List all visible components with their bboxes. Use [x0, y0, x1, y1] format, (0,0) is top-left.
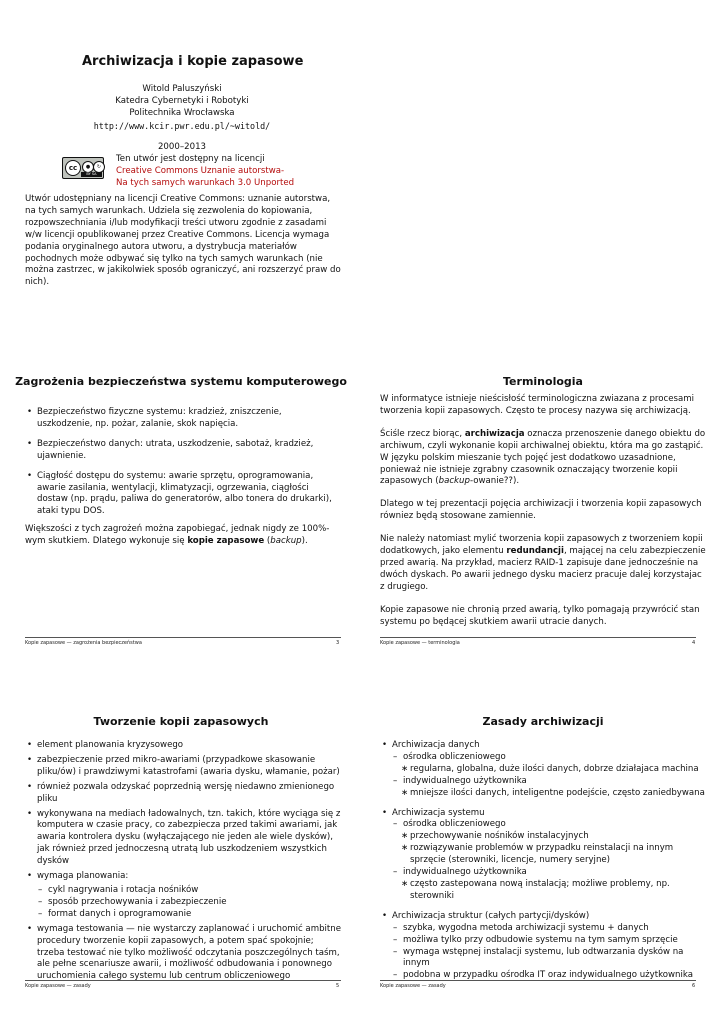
sub-list-item: – indywidualnego użytkownika [380, 776, 706, 788]
threats-list [25, 407, 335, 518]
paragraph: Dlatego w tej prezentacji pojęcia archiwizacji i tworzenia kopii zapasowych równiez będą stosowane zamiennie. [380, 499, 702, 522]
list-item: • Bezpieczeństwo danych: utrata, uszkodzenie, sabotaż, kradzież, ujawnienie. [25, 439, 335, 463]
footer-text: Kopie zapasowe — zagrożenia bezpieczeństwa [25, 640, 142, 646]
sub-list-item: – możliwa tylko przy odbudowie systemu na tym samym sprzęcie [380, 935, 706, 947]
conclusion-paragraph: Większości z tych zagrożeń można zapobiegać, jednak nigdy ze 100%-wym skutkiem. Dlatego wykonuje się kopie zapasowe (backup). [25, 524, 330, 546]
backup-list [25, 740, 341, 983]
paragraph: Nie należy natomiast mylić tworzenia kopii zapasowych z tworzeniem kopii dodatkowych, jako elementu redundancji, mającej na celu zabezpieczenie przed awarią. Na przykład, macierz RAID-1 zapisuje dane jednocześnie na dwóch dyskach. Po awarii jednego dysku macierz pracuje dalej korzystajac z drugiego. [380, 534, 706, 592]
page-number: 6 [692, 983, 696, 989]
sub-sub-list-item: ∗ regularna, globalna, duże ilości danych, dobrze działajaca machina [380, 764, 706, 776]
sub-list-item: – szybka, wygodna metoda archiwizacji systemu + danych [380, 923, 706, 935]
license-link-line-3[interactable]: Na tych samych warunkach 3.0 Unported [116, 178, 295, 188]
cc-icon: cc [65, 160, 81, 176]
footer-text: Kopie zapasowe — zasady [25, 983, 91, 989]
author-url[interactable]: http://www.kcir.pwr.edu.pl/~witold/ [93, 121, 271, 131]
footer-rule [380, 637, 696, 638]
footer-rule [380, 980, 696, 981]
slide-4 [362, 341, 724, 682]
paragraph: Kopie zapasowe nie chronią przed awarią, tylko pomagają przywrócić stan systemu po będącej skutkiem awarii utracie danych. [380, 604, 700, 627]
slide-3 [0, 341, 362, 682]
author: Witold Paluszyński [142, 84, 222, 94]
list-item: • Archiwizacja struktur (całych partycji/dysków) [380, 911, 706, 923]
list-item: • element planowania kryzysowego [25, 740, 341, 752]
slide-title: Zagrożenia bezpieczeństwa systemu komputerowego [15, 375, 347, 388]
document-title: Archiwizacja i kopie zapasowe [82, 54, 304, 69]
share-alike-icon: ↻ [93, 161, 105, 173]
title-slide [0, 0, 362, 341]
term-kopie-zapasowe: kopie zapasowe [187, 535, 265, 546]
list-item: • Bezpieczeństwo fizyczne systemu: kradzież, zniszczenie, uszkodzenie, np. pożar, zalanie, skok napięcia. [25, 407, 335, 431]
slide-title: Tworzenie kopii zapasowych [93, 715, 269, 728]
university: Politechnika Wrocławska [129, 108, 235, 118]
list-item: • Archiwizacja systemu [380, 808, 706, 820]
list-item: • wymaga testowania — nie wystarczy zaplanować i uruchomić ambitne procedury tworzenie kopii zapasowych, a potem spać spokojnie; trzeba testować nie tylko możliwość odczytania poszczególnych taśm, ale pełne scenariusze awarii, i możliwość odbudowania i ponownego uruchomienia całego systemu lub centrum obliczeniowego [25, 924, 341, 984]
footer-text: Kopie zapasowe — terminologia [380, 640, 460, 646]
archiving-rules-list [380, 740, 706, 982]
license-description: Utwór udostępniany na licencji Creative Commons: uznanie autorstwa, na tych samych warunkach. Udziela się zezwolenia do kopiowania, rozpowszechniania i/lub modyfikacji treści utworu zgodnie z zasadami w/w licencji opublikowanej przez Creative Commons. Licencja wymaga podania oryginalnego autora utworu, a dystrybucja materiałów pochodnych może odbywać się tylko na tych samych warunkach (nie można zastrzec, w jakikolwiek sposób ograniczyć, ani rozszerzyć praw do nich). [25, 194, 341, 288]
terminology-body [380, 394, 706, 629]
page-number: 4 [692, 640, 696, 646]
term-archiwizacja: archiwizacja [464, 428, 525, 439]
by-person-icon: ● [82, 161, 94, 173]
footer-text: Kopie zapasowe — zasady [380, 983, 446, 989]
list-item: • Archiwizacja danych [380, 740, 706, 752]
department: Katedra Cybernetyki i Robotyki [115, 96, 249, 106]
sub-list-item: – podobna w przypadku ośrodka IT oraz indywidualnego użytkownika [380, 970, 706, 982]
sub-list-item: – sposób przechowywania i zabezpieczenie [25, 897, 341, 909]
list-item: • zabezpieczenie przed mikro-awariami (przypadkowe skasowanie pliku/ów) i prawdziwymi katastrofami (awaria dysku, włamanie, pożar) [25, 755, 341, 779]
sub-sub-list-item: ∗ przechowywanie nośników instalacyjnych [380, 831, 706, 843]
page-number: 3 [336, 640, 340, 646]
license-line-1: Ten utwór jest dostępny na licencji [116, 154, 265, 164]
sub-list-item: – wymaga wstępnej instalacji systemu, lub odtwarzania dysków na innym [380, 947, 706, 971]
slide-5 [0, 683, 362, 1024]
sub-list-item: – ośrodka obliczeniowego [380, 752, 706, 764]
paragraph: W informatyce istnieje nieścisłość terminologiczna zwiazana z procesami tworzenia kopii zapasowych. Często te procesy nazywa się archiwizacją. [380, 394, 695, 416]
years: 2000–2013 [157, 142, 207, 152]
sub-sub-list-item: ∗ rozwiązywanie problemów w przypadku reinstalacji na innym sprzęcie (sterowniki, licencje, numery seryjne) [380, 843, 706, 867]
cc-license-badge[interactable] [62, 157, 104, 179]
term-redundancja: redundancji [506, 546, 564, 557]
slide-6 [362, 683, 724, 1024]
sub-list-item: – indywidualnego użytkownika [380, 867, 706, 879]
sub-list-item: – ośrodka obliczeniowego [380, 819, 706, 831]
paragraph: Ściśle rzecz biorąc, archiwizacja oznacza przenoszenie danego obiektu do archiwum, czyli wykonanie kopii archiwalnej obiektu, która ma go zastąpić. W języku polskim mieszanie tych pojęć jest dodatkowo uzasadnione, ponieważ nie istnieje zgrabny czasownik oznaczający tworzenie kopii zapasowych (backup-owanie??). [380, 428, 706, 487]
slide-title: Terminologia [503, 375, 583, 388]
sub-sub-list-item: ∗ mniejsze ilości danych, inteligentne podejście, często zaniedbywana [380, 788, 706, 800]
term-backup: backup [270, 535, 302, 546]
license-link-line-2[interactable]: Creative Commons Uznanie autorstwa- [116, 166, 285, 176]
slide-title: Zasady archiwizacji [482, 715, 604, 728]
page-number: 5 [336, 983, 340, 989]
cc-badge-strip: BY SA [81, 172, 102, 177]
list-item: • wymaga planowania: [25, 871, 341, 883]
footer-rule [25, 637, 341, 638]
footer-rule [25, 980, 341, 981]
list-item: • wykonywana na mediach ładowalnych, tzn. takich, które wyciąga się z komputera w czasie pracy, co zabezpiecza przed takimi awariami, jak awaria kontrolera dysku (wyłączającego nie jeden ale wiele dysków), jak również przed jednoczesną utratą lub uszkodzeniem wszystkich dysków [25, 809, 341, 869]
term-backup: backup [438, 476, 470, 487]
list-item: • Ciągłość dostępu do systemu: awarie sprzętu, oprogramowania, awarie zasilania, wentylacji, klimatyzacji, ogrzewania, ciągłości dostaw (np. prądu, paliwa do generatorów, albo tonera do drukarki), ataki typu DOS. [25, 471, 335, 519]
sub-list-item: – cykl nagrywania i rotacja nośników [25, 885, 341, 897]
sub-list-item: – format danych i oprogramowanie [25, 909, 341, 921]
sub-sub-list-item: ∗ często zastepowana nową instalacją; możliwe problemy, np. sterowniki [380, 879, 706, 903]
list-item: • również pozwala odzyskać poprzednią wersję niedawno zmienionego pliku [25, 782, 341, 806]
